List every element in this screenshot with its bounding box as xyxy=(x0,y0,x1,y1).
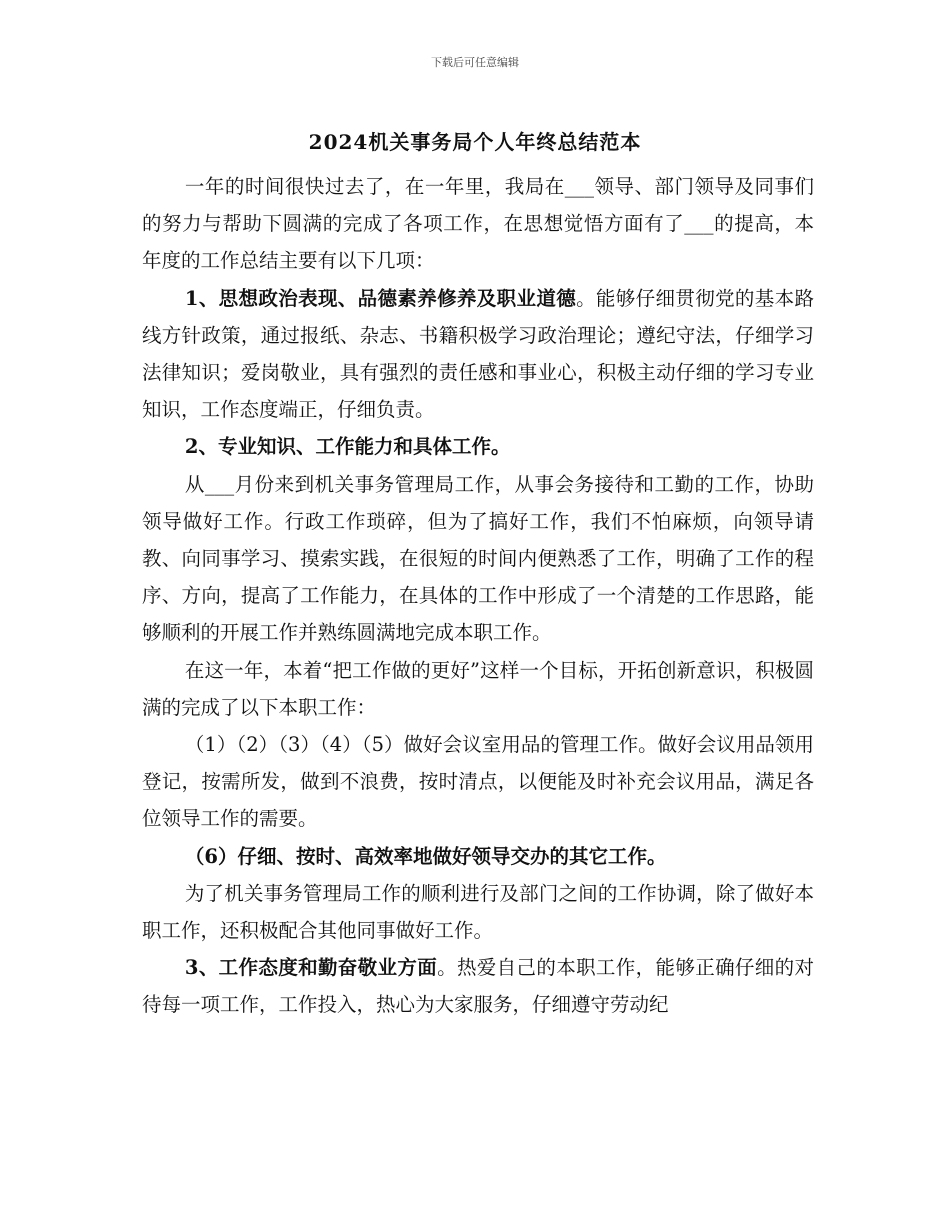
section-heading-attitude: 3、工作态度和勤奋敬业方面 xyxy=(184,956,438,980)
paragraph-year-goal: 在这一年，本着“把工作做的更好”这样一个目标，开拓创新意识，积极圆满的完成了以下本职工作： xyxy=(142,658,814,719)
paragraph-attitude-text: 。热爱自己的本职工作，能够正确仔细的对待每一项工作，工作投入，热心为大家服务，仔细遵守劳动纪 xyxy=(142,956,814,1017)
header-note: 下载后可任意编辑 xyxy=(431,56,519,69)
section-heading-other-tasks: （6）仔细、按时、高效率地做好领导交办的其它工作。 xyxy=(184,844,667,868)
paragraph-political xyxy=(142,280,814,429)
section-heading-political: 1、思想政治表现、品德素养修养及职业道德 xyxy=(184,286,577,310)
paragraph-attitude xyxy=(142,949,814,1023)
paragraph-political-text: 。能够仔细贯彻党的基本路线方针政策，通过报纸、杂志、书籍积极学习政治理论；遵纪守法，仔细学习法律知识；爱岗敬业，具有强烈的责任感和事业心，积极主动仔细的学习专业知识，工作态度端正，仔细负责。 xyxy=(142,286,814,422)
document-body xyxy=(142,168,814,1024)
paragraph-cooperation: 为了机关事务管理局工作的顺利进行及部门之间的工作协调，除了做好本职工作，还积极配合其他同事做好工作。 xyxy=(142,881,814,943)
paragraph-intro: 一年的时间很快过去了，在一年里，我局在___领导、部门领导及同事们的努力与帮助下圆满的完成了各项工作，在思想觉悟方面有了___的提高，本年度的工作总结主要有以下几项： xyxy=(142,175,814,273)
page-title: 2024机关事务局个人年终总结范本 xyxy=(308,130,642,154)
section-heading-professional: 2、专业知识、工作能力和具体工作。 xyxy=(184,435,511,459)
paragraph-duties-list: （1）（2）（3）（4）（5）做好会议室用品的管理工作。做好会议用品领用登记，按需所发，做到不浪费，按时清点，以便能及时补充会议用品，满足各位领导工作的需要。 xyxy=(142,733,814,831)
paragraph-work-history: 从___月份来到机关事务管理局工作，从事会务接待和工勤的工作，协助领导做好工作。行政工作琐碎，但为了搞好工作，我们不怕麻烦，向领导请教、向同事学习、摸索实践，在很短的时间内便熟悉了工作，明确了工作的程序、方向，提高了工作能力，在具体的工作中形成了一个清楚的工作思路，能够顺利的开展工作并熟练圆满地完成本职工作。 xyxy=(142,472,814,645)
